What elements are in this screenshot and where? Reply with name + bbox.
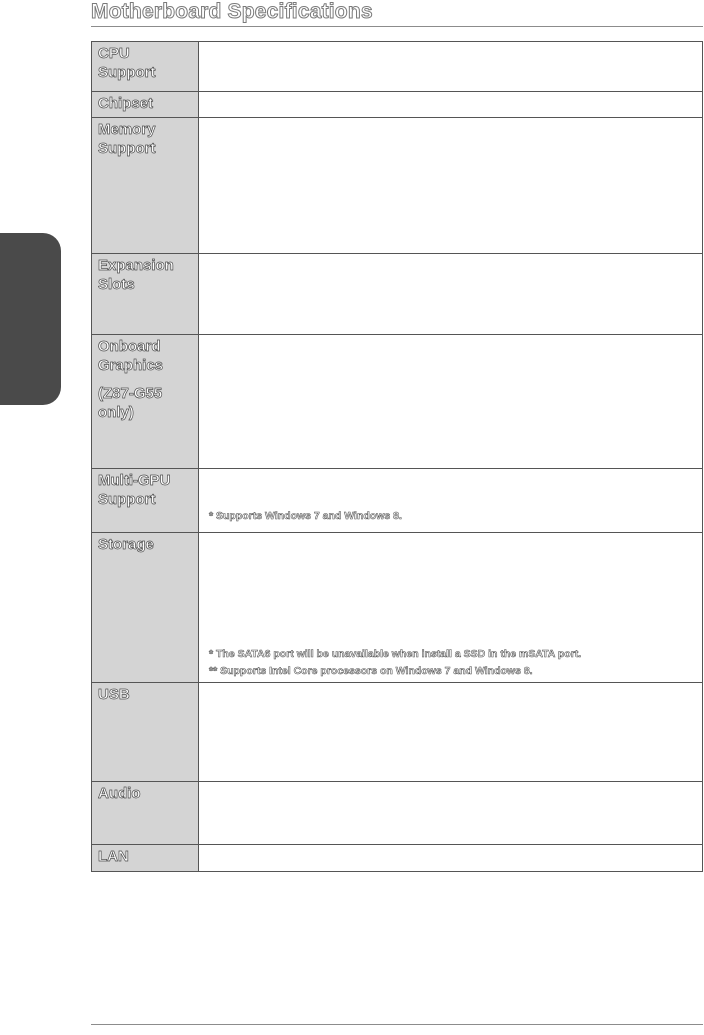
- spec-label-cell: [92, 254, 199, 335]
- footer-divider: [91, 1024, 703, 1025]
- spec-label: Chipset: [98, 95, 154, 112]
- spec-label-cell: [92, 118, 199, 254]
- spec-row-cpu-support: [92, 42, 703, 92]
- spec-label: USB: [98, 686, 130, 703]
- footnote: * Supports Windows 7 and Windows 8.: [209, 510, 402, 522]
- spec-label: Storage: [98, 536, 154, 553]
- spec-value-cell: [199, 92, 703, 118]
- spec-label: Audio: [98, 785, 141, 802]
- spec-label-cell: [92, 683, 199, 782]
- spec-row-onboard-graphics: [92, 335, 703, 469]
- spec-label-cell: [92, 92, 199, 118]
- spec-row-audio: [92, 782, 703, 845]
- spec-value-cell: [199, 845, 703, 872]
- spec-value-cell: [199, 469, 703, 533]
- spec-label: Multi-GPU Support: [98, 472, 171, 508]
- spec-label-cell: [92, 845, 199, 872]
- spec-label-cell: [92, 42, 199, 92]
- spec-value-cell: [199, 533, 703, 683]
- spec-label: Expansion Slots: [98, 257, 174, 293]
- spec-label: CPU Support: [98, 45, 156, 81]
- spec-value-cell: [199, 118, 703, 254]
- spec-label-cell: [92, 533, 199, 683]
- spec-row-storage: [92, 533, 703, 683]
- spec-label: Memory Support: [98, 121, 156, 157]
- chapter-side-tab: [0, 233, 61, 405]
- spec-row-lan: [92, 845, 703, 872]
- footnote: ** Supports Intel Core processors on Windows 7 and Windows 8.: [209, 665, 533, 677]
- spec-row-chipset: [92, 92, 703, 118]
- spec-value-cell: [199, 254, 703, 335]
- spec-label: Onboard Graphics: [98, 338, 164, 374]
- spec-value-cell: [199, 42, 703, 92]
- page-title: Motherboard Specifications: [91, 0, 373, 23]
- spec-row-memory-support: [92, 118, 703, 254]
- spec-row-expansion-slots: [92, 254, 703, 335]
- spec-label-cell: [92, 782, 199, 845]
- spec-value-cell: [199, 782, 703, 845]
- spec-sublabel: (Z87-G55 only): [98, 385, 163, 421]
- spec-row-multi-gpu-support: [92, 469, 703, 533]
- spec-value-cell: [199, 683, 703, 782]
- spec-value-cell: [199, 335, 703, 469]
- footnote: * The SATA6 port will be unavailable when install a SSD in the mSATA port.: [209, 648, 582, 660]
- specifications-table: [91, 41, 703, 872]
- spec-label: LAN: [98, 848, 129, 865]
- title-divider: [91, 26, 703, 27]
- spec-label-cell: [92, 335, 199, 469]
- spec-row-usb: [92, 683, 703, 782]
- spec-label-cell: [92, 469, 199, 533]
